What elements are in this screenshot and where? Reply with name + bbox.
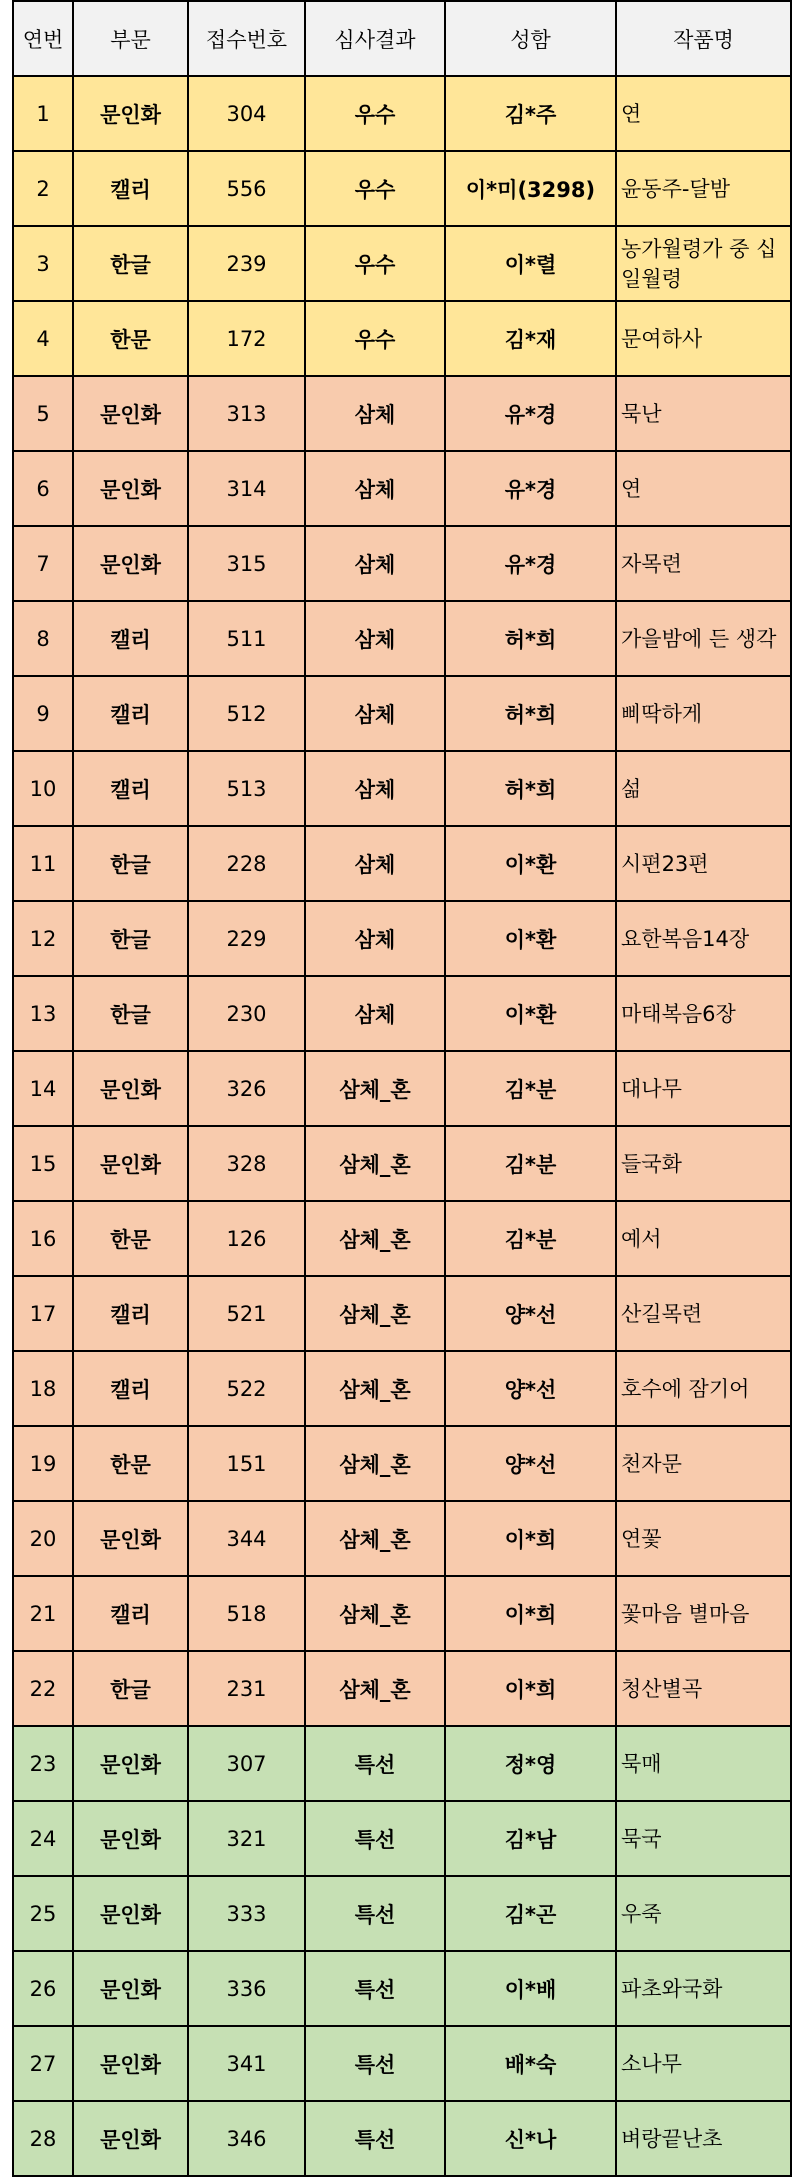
cell-category: 문인화 (73, 76, 188, 151)
cell-result: 우수 (305, 226, 445, 301)
cell-result: 삼체_혼 (305, 1651, 445, 1726)
cell-title: 묵국 (616, 1801, 791, 1876)
cell-name: 유*경 (445, 376, 616, 451)
header-row (13, 1, 791, 76)
cell-title: 꽃마음 별마음 (616, 1576, 791, 1651)
cell-result: 삼체 (305, 601, 445, 676)
cell-no: 24 (13, 1801, 73, 1876)
header-cell-title: 작품명 (616, 1, 791, 76)
cell-name: 이*렬 (445, 226, 616, 301)
table-row (13, 601, 791, 676)
cell-title: 섦 (616, 751, 791, 826)
cell-name: 김*재 (445, 301, 616, 376)
table-row (13, 751, 791, 826)
cell-title: 산길목련 (616, 1276, 791, 1351)
table-row (13, 976, 791, 1051)
cell-name: 정*영 (445, 1726, 616, 1801)
cell-no: 15 (13, 1126, 73, 1201)
cell-title: 호수에 잠기어 (616, 1351, 791, 1426)
cell-result: 삼체 (305, 826, 445, 901)
cell-name: 이*환 (445, 976, 616, 1051)
cell-no: 11 (13, 826, 73, 901)
cell-title: 연 (616, 451, 791, 526)
cell-name: 김*분 (445, 1126, 616, 1201)
cell-receipt: 333 (188, 1876, 305, 1951)
cell-title: 윤동주-달밤 (616, 151, 791, 226)
cell-title: 묵난 (616, 376, 791, 451)
cell-receipt: 313 (188, 376, 305, 451)
table-row (13, 376, 791, 451)
cell-no: 13 (13, 976, 73, 1051)
header-cell-result: 심사결과 (305, 1, 445, 76)
table-row (13, 1876, 791, 1951)
cell-category: 문인화 (73, 1726, 188, 1801)
cell-name: 이*희 (445, 1576, 616, 1651)
cell-name: 양*선 (445, 1351, 616, 1426)
cell-title: 요한복음14장 (616, 901, 791, 976)
cell-no: 28 (13, 2101, 73, 2176)
cell-category: 문인화 (73, 1876, 188, 1951)
table-row (13, 1351, 791, 1426)
cell-result: 삼체_혼 (305, 1501, 445, 1576)
cell-name: 양*선 (445, 1426, 616, 1501)
cell-title: 연꽃 (616, 1501, 791, 1576)
table-row (13, 1726, 791, 1801)
header-cell-no: 연번 (13, 1, 73, 76)
cell-receipt: 344 (188, 1501, 305, 1576)
table-row (13, 451, 791, 526)
cell-receipt: 172 (188, 301, 305, 376)
cell-result: 특선 (305, 1951, 445, 2026)
cell-title: 연 (616, 76, 791, 151)
cell-title: 삐딱하게 (616, 676, 791, 751)
cell-receipt: 231 (188, 1651, 305, 1726)
cell-result: 특선 (305, 2026, 445, 2101)
cell-result: 삼체_혼 (305, 1426, 445, 1501)
table-row (13, 1276, 791, 1351)
table-row (13, 226, 791, 301)
cell-name: 이*배 (445, 1951, 616, 2026)
cell-receipt: 239 (188, 226, 305, 301)
table-row (13, 1651, 791, 1726)
cell-name: 김*분 (445, 1051, 616, 1126)
cell-no: 20 (13, 1501, 73, 1576)
results-table (12, 0, 792, 2177)
cell-no: 27 (13, 2026, 73, 2101)
cell-receipt: 228 (188, 826, 305, 901)
cell-title: 시편23편 (616, 826, 791, 901)
cell-receipt: 522 (188, 1351, 305, 1426)
table-row (13, 1801, 791, 1876)
cell-receipt: 328 (188, 1126, 305, 1201)
cell-result: 특선 (305, 2101, 445, 2176)
cell-name: 이*환 (445, 826, 616, 901)
table-row (13, 676, 791, 751)
cell-no: 22 (13, 1651, 73, 1726)
table-row (13, 826, 791, 901)
cell-title: 가을밤에 든 생각 (616, 601, 791, 676)
cell-category: 캘리 (73, 751, 188, 826)
cell-receipt: 512 (188, 676, 305, 751)
cell-name: 신*나 (445, 2101, 616, 2176)
table-row (13, 2101, 791, 2176)
cell-category: 캘리 (73, 1351, 188, 1426)
cell-category: 캘리 (73, 151, 188, 226)
cell-title: 예서 (616, 1201, 791, 1276)
cell-no: 26 (13, 1951, 73, 2026)
cell-category: 캘리 (73, 1276, 188, 1351)
cell-no: 18 (13, 1351, 73, 1426)
cell-category: 한문 (73, 1426, 188, 1501)
table-body (13, 76, 791, 2176)
cell-category: 문인화 (73, 1801, 188, 1876)
cell-no: 9 (13, 676, 73, 751)
cell-title: 농가월령가 중 십일월령 (616, 226, 791, 301)
cell-title: 문여하사 (616, 301, 791, 376)
cell-result: 우수 (305, 301, 445, 376)
cell-name: 허*희 (445, 751, 616, 826)
cell-receipt: 513 (188, 751, 305, 826)
cell-receipt: 518 (188, 1576, 305, 1651)
cell-category: 한글 (73, 901, 188, 976)
cell-category: 캘리 (73, 676, 188, 751)
cell-no: 17 (13, 1276, 73, 1351)
cell-result: 우수 (305, 151, 445, 226)
cell-name: 허*희 (445, 601, 616, 676)
table-row (13, 2026, 791, 2101)
cell-title: 마태복음6장 (616, 976, 791, 1051)
cell-category: 한문 (73, 301, 188, 376)
cell-category: 문인화 (73, 2026, 188, 2101)
cell-result: 삼체 (305, 901, 445, 976)
cell-category: 한글 (73, 226, 188, 301)
cell-category: 문인화 (73, 2101, 188, 2176)
cell-category: 문인화 (73, 451, 188, 526)
cell-title: 벼랑끝난초 (616, 2101, 791, 2176)
cell-title: 들국화 (616, 1126, 791, 1201)
cell-receipt: 307 (188, 1726, 305, 1801)
cell-title: 청산별곡 (616, 1651, 791, 1726)
cell-title: 자목련 (616, 526, 791, 601)
cell-no: 19 (13, 1426, 73, 1501)
cell-result: 특선 (305, 1726, 445, 1801)
table-row (13, 1951, 791, 2026)
cell-category: 한문 (73, 1201, 188, 1276)
cell-result: 삼체_혼 (305, 1201, 445, 1276)
cell-no: 4 (13, 301, 73, 376)
cell-no: 8 (13, 601, 73, 676)
cell-receipt: 521 (188, 1276, 305, 1351)
cell-receipt: 341 (188, 2026, 305, 2101)
cell-category: 문인화 (73, 1501, 188, 1576)
cell-no: 21 (13, 1576, 73, 1651)
cell-no: 10 (13, 751, 73, 826)
cell-category: 문인화 (73, 1126, 188, 1201)
cell-category: 한글 (73, 976, 188, 1051)
cell-no: 14 (13, 1051, 73, 1126)
cell-result: 삼체_혼 (305, 1276, 445, 1351)
cell-no: 16 (13, 1201, 73, 1276)
cell-name: 김*곤 (445, 1876, 616, 1951)
cell-result: 특선 (305, 1801, 445, 1876)
cell-result: 삼체_혼 (305, 1576, 445, 1651)
cell-name: 김*남 (445, 1801, 616, 1876)
cell-result: 삼체 (305, 976, 445, 1051)
cell-category: 캘리 (73, 1576, 188, 1651)
cell-receipt: 556 (188, 151, 305, 226)
cell-category: 문인화 (73, 376, 188, 451)
cell-receipt: 315 (188, 526, 305, 601)
cell-receipt: 511 (188, 601, 305, 676)
cell-no: 3 (13, 226, 73, 301)
cell-receipt: 229 (188, 901, 305, 976)
cell-no: 2 (13, 151, 73, 226)
cell-result: 삼체_혼 (305, 1051, 445, 1126)
header-cell-name: 성함 (445, 1, 616, 76)
cell-name: 이*희 (445, 1501, 616, 1576)
cell-title: 우죽 (616, 1876, 791, 1951)
cell-receipt: 346 (188, 2101, 305, 2176)
cell-receipt: 126 (188, 1201, 305, 1276)
cell-category: 문인화 (73, 1951, 188, 2026)
cell-name: 김*주 (445, 76, 616, 151)
table-row (13, 1426, 791, 1501)
cell-name: 이*환 (445, 901, 616, 976)
cell-receipt: 326 (188, 1051, 305, 1126)
cell-no: 7 (13, 526, 73, 601)
table-row (13, 301, 791, 376)
cell-receipt: 304 (188, 76, 305, 151)
header-cell-category: 부문 (73, 1, 188, 76)
cell-name: 허*희 (445, 676, 616, 751)
table-row (13, 901, 791, 976)
cell-result: 삼체 (305, 526, 445, 601)
table-row (13, 1051, 791, 1126)
cell-name: 양*선 (445, 1276, 616, 1351)
cell-category: 한글 (73, 1651, 188, 1726)
cell-receipt: 314 (188, 451, 305, 526)
cell-result: 삼체_혼 (305, 1351, 445, 1426)
cell-name: 김*분 (445, 1201, 616, 1276)
table-row (13, 151, 791, 226)
cell-result: 삼체 (305, 451, 445, 526)
table-row (13, 1126, 791, 1201)
cell-no: 6 (13, 451, 73, 526)
table-row (13, 76, 791, 151)
table-row (13, 1501, 791, 1576)
cell-result: 삼체 (305, 676, 445, 751)
cell-category: 문인화 (73, 1051, 188, 1126)
cell-result: 특선 (305, 1876, 445, 1951)
cell-name: 이*희 (445, 1651, 616, 1726)
cell-receipt: 321 (188, 1801, 305, 1876)
cell-name: 유*경 (445, 451, 616, 526)
cell-title: 파초와국화 (616, 1951, 791, 2026)
table-row (13, 1201, 791, 1276)
cell-receipt: 230 (188, 976, 305, 1051)
table-row (13, 526, 791, 601)
cell-result: 삼체 (305, 376, 445, 451)
cell-category: 한글 (73, 826, 188, 901)
table-row (13, 1576, 791, 1651)
cell-no: 1 (13, 76, 73, 151)
header-cell-receipt: 접수번호 (188, 1, 305, 76)
cell-name: 배*숙 (445, 2026, 616, 2101)
cell-result: 삼체 (305, 751, 445, 826)
cell-receipt: 336 (188, 1951, 305, 2026)
cell-title: 소나무 (616, 2026, 791, 2101)
cell-name: 유*경 (445, 526, 616, 601)
cell-title: 대나무 (616, 1051, 791, 1126)
cell-title: 천자문 (616, 1426, 791, 1501)
cell-result: 우수 (305, 76, 445, 151)
cell-category: 캘리 (73, 601, 188, 676)
cell-title: 묵매 (616, 1726, 791, 1801)
cell-category: 문인화 (73, 526, 188, 601)
cell-no: 23 (13, 1726, 73, 1801)
cell-no: 25 (13, 1876, 73, 1951)
cell-receipt: 151 (188, 1426, 305, 1501)
cell-result: 삼체_혼 (305, 1126, 445, 1201)
cell-no: 12 (13, 901, 73, 976)
cell-no: 5 (13, 376, 73, 451)
cell-name: 이*미(3298) (445, 151, 616, 226)
